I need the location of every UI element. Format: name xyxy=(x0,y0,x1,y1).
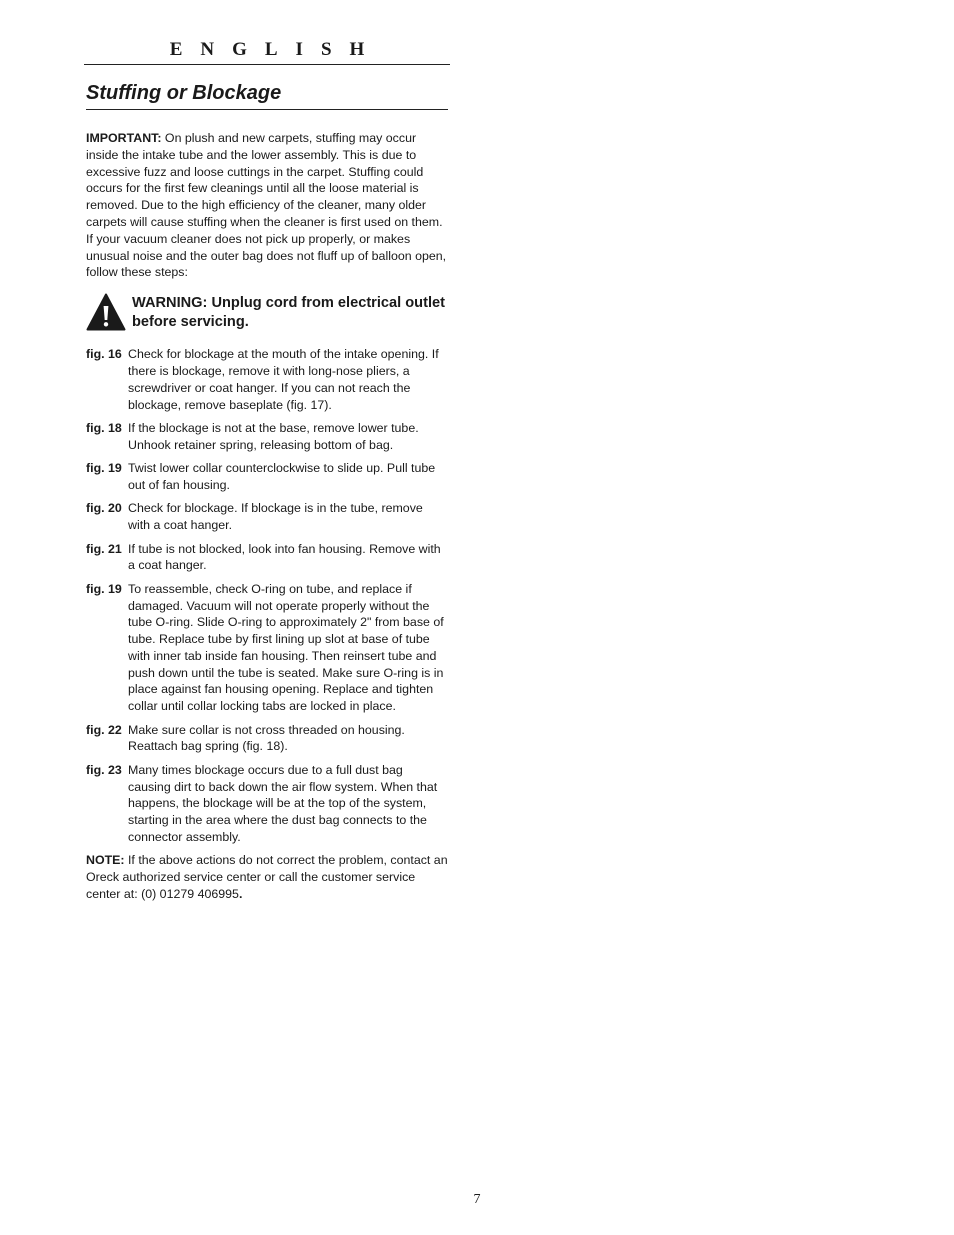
step-figure-label: fig. 19 xyxy=(86,461,122,476)
step-item xyxy=(86,346,448,413)
intro-text: On plush and new carpets, stuffing may occur inside the intake tube and the lower assembly. This is due to excessive fuzz and loose cuttings in the carpet. Stuffing could occurs for the first few cleanings until all the loose material is removed. Due to the high efficiency of the cleaner, many older carpets will cause stuffing when the cleaner is first used on them. If your vacuum cleaner does not pick up properly, or makes unusual noise and the outer bag does not fluff up of balloon open, follow these steps: xyxy=(86,131,447,280)
step-item xyxy=(86,500,448,534)
step-text: Check for blockage. If blockage is in the tube, remove with a coat hanger. xyxy=(128,501,423,533)
step-text: Check for blockage at the mouth of the intake opening. If there is blockage, remove it with long-nose pliers, a screwdriver or coat hanger. If you can not reach the blockage, remove baseplate (fig. 17). xyxy=(128,347,439,412)
step-figure-label: fig. 19 xyxy=(86,581,122,596)
warning-block xyxy=(86,293,448,332)
note-paragraph xyxy=(86,852,448,902)
warning-triangle-icon xyxy=(86,293,126,331)
note-label: NOTE: xyxy=(86,853,125,868)
step-text: Make sure collar is not cross threaded on housing. Reattach bag spring (fig. 18). xyxy=(128,722,405,754)
step-item xyxy=(86,420,448,454)
step-text: If the blockage is not at the base, remove lower tube. Unhook retainer spring, releasing bottom of bag. xyxy=(128,420,419,452)
section-title: Stuffing or Blockage xyxy=(86,79,448,110)
step-item xyxy=(86,581,448,715)
step-figure-label: fig. 23 xyxy=(86,762,122,777)
page-column xyxy=(86,38,448,903)
step-item xyxy=(86,460,448,494)
step-figure-label: fig. 22 xyxy=(86,722,122,737)
step-item xyxy=(86,541,448,575)
step-item xyxy=(86,762,448,846)
language-header: ENGLISH xyxy=(84,38,450,65)
step-text: To reassemble, check O-ring on tube, and replace if damaged. Vacuum will not operate properly without the tube O-ring. Slide O-ring to approximately 2" from base of tube. Replace tube by first lining up slot at base of tube with inner tab inside fan housing. Then reinsert tube and push down until the tube is seated. Make sure O-ring is in place against fan housing opening. Replace and tighten collar until collar locking tabs are locked in place. xyxy=(128,581,444,714)
step-figure-label: fig. 20 xyxy=(86,501,122,516)
intro-label: IMPORTANT: xyxy=(86,131,162,145)
steps-list xyxy=(86,346,448,846)
step-text: Many times blockage occurs due to a full dust bag causing dirt to back down the air flow system. When that happens, the blockage will be at the top of the system, starting in the area where the dust bag connects to the connector assembly. xyxy=(128,762,438,845)
note-end: . xyxy=(238,887,243,902)
step-item xyxy=(86,722,448,756)
step-text: Twist lower collar counterclockwise to slide up. Pull tube out of fan housing. xyxy=(128,461,436,492)
intro-paragraph xyxy=(86,130,448,281)
step-figure-label: fig. 21 xyxy=(86,541,122,556)
step-text: If tube is not blocked, look into fan housing. Remove with a coat hanger. xyxy=(128,541,441,573)
warning-text: WARNING: Unplug cord from electrical outlet before servicing. xyxy=(132,295,445,331)
step-figure-label: fig. 16 xyxy=(86,347,122,362)
step-figure-label: fig. 18 xyxy=(86,420,122,435)
note-text: If the above actions do not correct the problem, contact an Oreck authorized service center or call the customer service center at: (0) 01279 406995 xyxy=(86,853,448,902)
page-number: 7 xyxy=(473,1192,481,1207)
